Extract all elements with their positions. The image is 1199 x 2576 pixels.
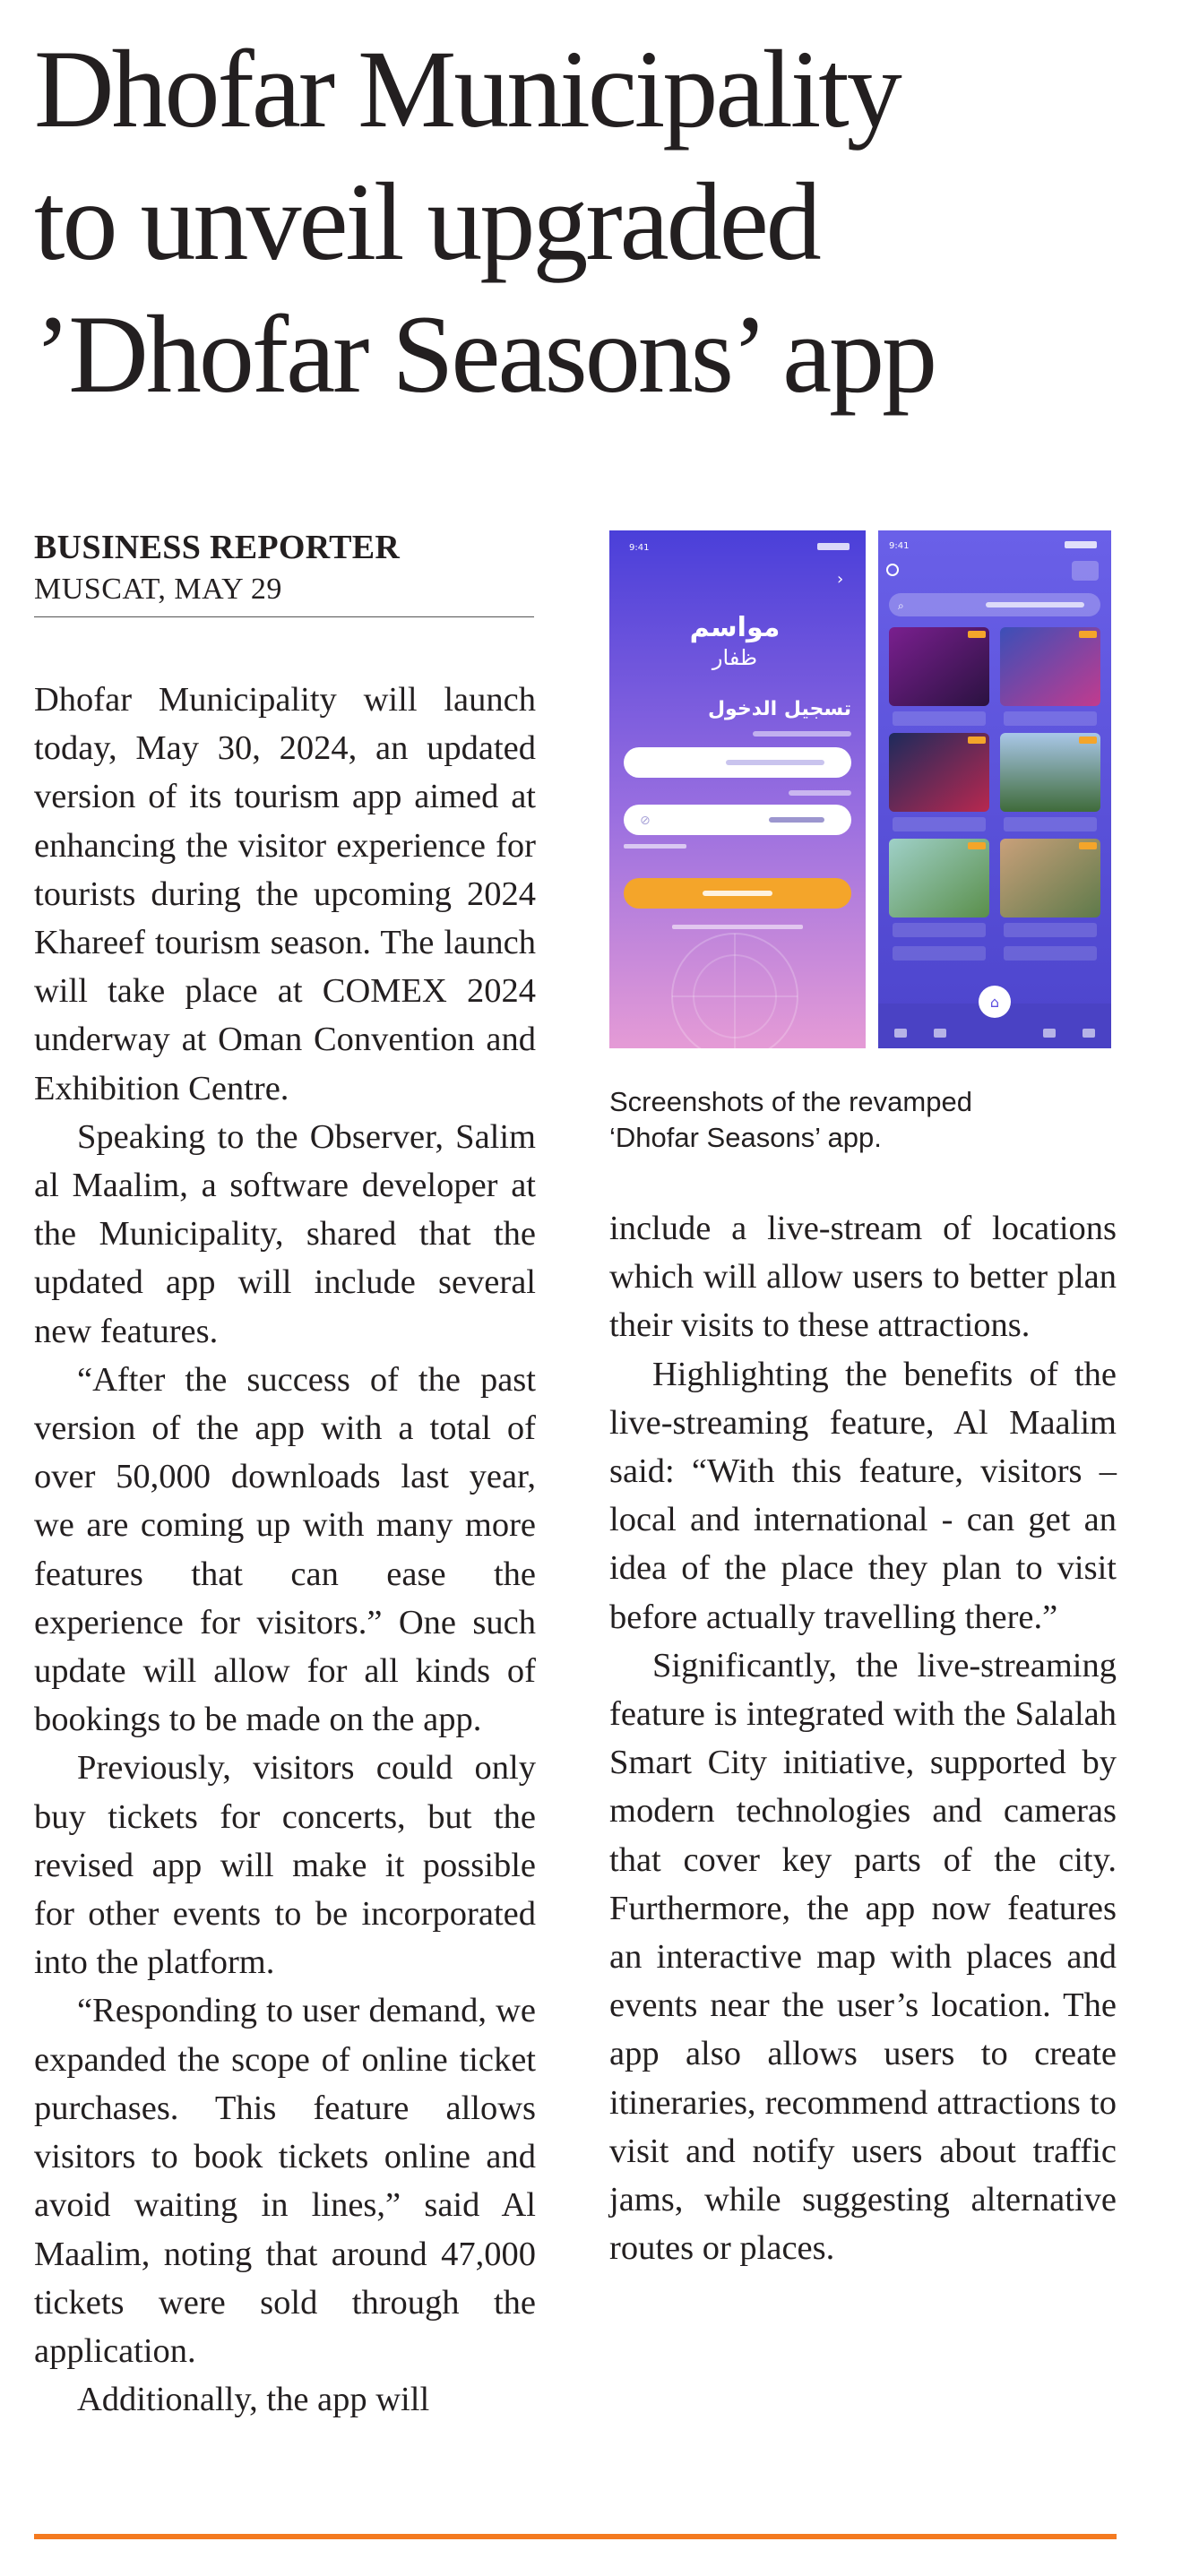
headline-line: to unveil upgraded <box>34 160 819 283</box>
headline <box>34 23 1145 421</box>
svg-text:9:41: 9:41 <box>629 543 650 553</box>
paragraph: include a live-stream of locations which will allow users to better plan their visits to these attractions. <box>609 1210 1117 1345</box>
paragraph: Previously, visitors could only buy tickets for concerts, but the revised app will make it possible for other events to be incorporated into the platform. <box>34 1749 536 1982</box>
login-screen <box>609 530 866 1048</box>
home-screen <box>878 530 1111 1048</box>
app-screenshots-photo <box>609 530 1111 1048</box>
svg-text:9:41: 9:41 <box>889 541 910 551</box>
paragraph: “Responding to user demand, we expanded the scope of online ticket purchases. This feature allows visitors to book tickets online and avoid waiting in lines,” said Al Maalim, noting that around 47,000 tickets were sold through the application. <box>34 1992 536 2370</box>
headline-line: Dhofar Municipality <box>34 28 900 151</box>
byline <box>34 525 534 617</box>
svg-text:ظفار: ظفار <box>712 645 758 670</box>
headline-line: ’Dhofar Seasons’ app <box>34 293 936 416</box>
article-column-2 <box>609 1204 1117 2272</box>
search-icon: ⌕ <box>898 599 904 612</box>
paragraph: Significantly, the live-streaming feature is integrated with the Salalah Smart City initiative, supported by modern technologies and cameras that cover key parts of the city. Furthermore, the app now features an interactive map with places and events near the user’s location. The app also allows users to create itineraries, recommend attractions to visit and notify users about traffic jams, while suggesting alternative routes or places. <box>609 1646 1117 2268</box>
paragraph: Highlighting the benefits of the live-streaming feature, Al Maalim said: “With this feature, visitors – local and international - can get an idea of the place they plan to visit before actually travelling there.” <box>609 1355 1117 1636</box>
app-logo: مواسم <box>689 612 781 643</box>
article-column-1 <box>34 676 536 2424</box>
caption-line: Screenshots of the revamped <box>609 1086 972 1117</box>
paragraph: Speaking to the Observer, Salim al Maalim, a software developer at the Municipality, shared that the updated app will include several new features. <box>34 1117 536 1350</box>
photo-caption <box>609 1084 1111 1156</box>
paragraph: Additionally, the app will <box>77 2381 430 2419</box>
svg-text:›: › <box>837 570 844 589</box>
svg-text:⌂: ⌂ <box>989 994 1000 1011</box>
paragraph: “After the success of the past version of the app with a total of over 50,000 downloads last year, we are coming up with many more features that can ease the experience for visitors.” One such update will allow for all kinds of bookings to be made on the app. <box>34 1360 536 1739</box>
author: BUSINESS REPORTER <box>34 529 401 566</box>
caption-line: ‘Dhofar Seasons’ app. <box>609 1122 882 1153</box>
dateline: MUSCAT, MAY 29 <box>34 573 282 606</box>
bottom-accent-rule <box>34 2534 1117 2539</box>
paragraph: Dhofar Municipality will launch today, May 30, 2024, an updated version of its tourism app aimed at enhancing the visitor experience for tourists during the upcoming 2024 Khareef tourism season. The launch will take place at COMEX 2024 underway at Oman Convention and Exhibition Centre. <box>34 681 536 1107</box>
svg-text:⊘: ⊘ <box>640 814 651 828</box>
login-title: تسجيل الدخول <box>707 698 851 720</box>
